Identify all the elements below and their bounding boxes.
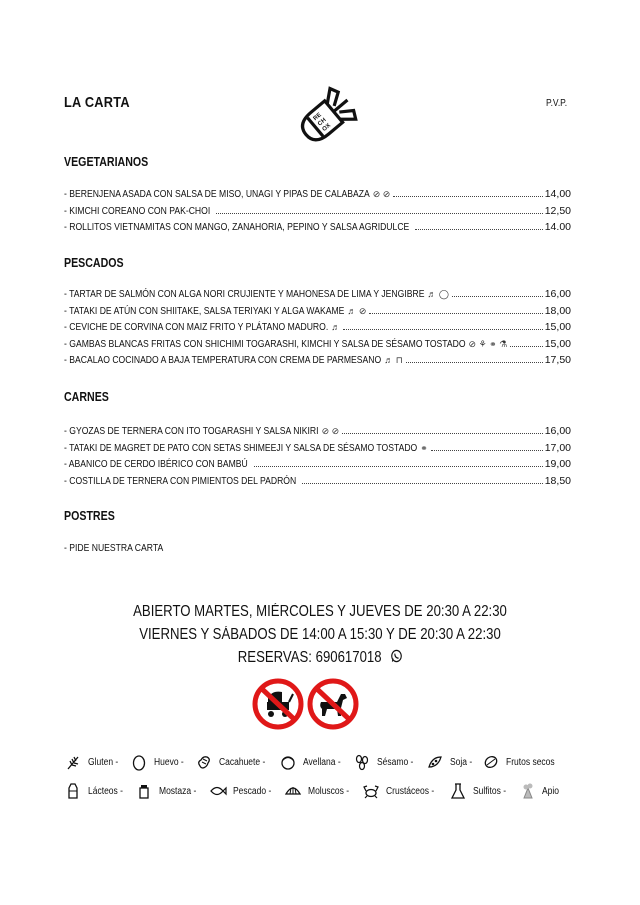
menu-item-list xyxy=(64,188,571,238)
dot-leader xyxy=(415,229,542,230)
allergen-label: Frutos secos xyxy=(506,756,555,768)
menu-item xyxy=(64,442,571,459)
allergen-label: Sulfitos - xyxy=(473,785,507,797)
menu-item-price: 15,00 xyxy=(544,337,571,350)
dot-leader xyxy=(216,213,542,214)
allergen-label: Sésamo - xyxy=(377,756,414,768)
allergen-label: Apio xyxy=(542,785,560,797)
menu-item-price: 18,50 xyxy=(544,474,571,487)
menu-item xyxy=(64,221,571,238)
allergen-legend-item xyxy=(426,753,476,771)
menu-item xyxy=(64,542,571,559)
menu-item xyxy=(64,305,571,322)
reservations-line xyxy=(48,649,592,672)
allergen-label: Moluscos - xyxy=(308,785,350,797)
section-title: CARNES xyxy=(64,390,109,404)
svg-text:OX: OX xyxy=(321,122,333,133)
bomb-logo-icon xyxy=(290,82,362,154)
menu-item-name: - CEVICHE DE CORVINA CON MAIZ FRITO Y PLÁTANO MADURO. xyxy=(64,321,329,333)
menu-item xyxy=(64,321,571,338)
prohibition-signs xyxy=(252,678,359,730)
hours-line-1: ABIERTO MARTES, MIÉRCOLES Y JUEVES DE 20:30 A 22:30 xyxy=(133,603,507,620)
menu-item-price: 18,00 xyxy=(544,304,571,317)
page-title: LA CARTA xyxy=(64,94,130,111)
allergen-legend-row-1 xyxy=(64,753,570,771)
menu-item-price: 17,00 xyxy=(544,441,571,454)
no-strollers-sign xyxy=(252,678,304,730)
peanut-icon xyxy=(195,753,213,771)
celery-icon xyxy=(518,782,536,800)
menu-item-name: - ABANICO DE CERDO IBÉRICO CON BAMBÚ xyxy=(64,458,248,470)
fish-icon xyxy=(209,782,227,800)
menu-item-price: 12,50 xyxy=(544,204,571,217)
menu-item-price: 19,00 xyxy=(544,458,571,470)
dot-leader xyxy=(431,450,543,451)
menu-item xyxy=(64,425,571,442)
menu-item xyxy=(64,205,571,222)
menu-item xyxy=(64,354,571,371)
svg-text:CH: CH xyxy=(317,117,328,128)
allergen-icons: ♬ xyxy=(331,322,341,332)
section-title: VEGETARIANOS xyxy=(64,155,149,169)
menu-item-name: - GAMBAS BLANCAS FRITAS CON SHICHIMI TOGARASHI, KIMCHI Y SALSA DE SÉSAMO TOSTADO xyxy=(64,337,466,350)
allergen-legend-item xyxy=(279,753,347,771)
allergen-label: Soja - xyxy=(450,756,473,768)
menu-item xyxy=(64,188,571,205)
allergen-legend-item xyxy=(64,753,124,771)
allergen-icons: ⊘ ⊘ xyxy=(372,189,391,199)
nut-icon xyxy=(482,753,500,771)
menu-item-list xyxy=(64,542,571,559)
dot-leader xyxy=(369,313,542,314)
mustard-icon xyxy=(135,782,153,800)
menu-item-name: - BERENJENA ASADA CON SALSA DE MISO, UNAGI Y PIPAS DE CALABAZA xyxy=(64,188,370,200)
reservations-text: RESERVAS: 690617018 xyxy=(237,649,382,666)
menu-item-price: 16,00 xyxy=(544,288,571,300)
allergen-icons: ⊘ ⊘ xyxy=(321,426,340,436)
allergen-icons: ♬ ◯ xyxy=(427,289,449,299)
dot-leader xyxy=(406,362,543,363)
egg-icon xyxy=(130,753,148,771)
mollusc-icon xyxy=(284,782,302,800)
whatsapp-icon xyxy=(390,649,402,663)
menu-item-list xyxy=(64,288,571,371)
sulphite-icon xyxy=(449,782,467,800)
sesame-icon xyxy=(353,753,371,771)
section-title: POSTRES xyxy=(64,509,115,523)
menu-item xyxy=(64,288,571,305)
menu-item-list xyxy=(64,425,571,491)
no-dogs-sign xyxy=(307,678,359,730)
crab-icon xyxy=(362,782,380,800)
allergen-label: Pescado - xyxy=(233,785,272,797)
allergen-legend-item xyxy=(353,753,420,771)
svg-text:RE: RE xyxy=(312,112,323,123)
allergen-label: Lácteos - xyxy=(88,785,123,797)
menu-item-name: - TARTAR DE SALMÓN CON ALGA NORI CRUJIENTE Y MAHONESA DE LIMA Y JENGIBRE xyxy=(64,288,425,300)
menu-item-price: 14.00 xyxy=(544,221,571,233)
opening-hours xyxy=(0,603,640,672)
allergen-label: Cacahuete - xyxy=(218,756,265,768)
menu-item-name: - TATAKI DE ATÚN CON SHIITAKE, SALSA TERIYAKI Y ALGA WAKAME xyxy=(64,304,345,317)
dot-leader xyxy=(393,196,542,197)
dot-leader xyxy=(343,329,542,330)
soy-icon xyxy=(426,753,444,771)
pvp-label: P.V.P. xyxy=(546,98,568,109)
menu-item-name: - COSTILLA DE TERNERA CON PIMIENTOS DEL PADRÓN xyxy=(64,474,297,487)
allergen-legend-item xyxy=(195,753,273,771)
hazelnut-icon xyxy=(279,753,297,771)
menu-item-name: - GYOZAS DE TERNERA CON ITO TOGARASHI Y SALSA NIKIRI xyxy=(64,425,319,437)
menu-item-name: - PIDE NUESTRA CARTA xyxy=(64,542,164,554)
allergen-legend-item xyxy=(518,782,562,800)
allergen-legend-item xyxy=(449,782,512,800)
menu-item-price: 14,00 xyxy=(544,188,571,200)
allergen-icons: ♬ ⊓ xyxy=(384,355,403,365)
wheat-icon xyxy=(64,753,82,771)
hours-line-2: VIERNES Y SÁBADOS DE 14:00 A 15:30 Y DE 20:30 A 22:30 xyxy=(139,626,501,643)
allergen-icons: ♬ ⊘ xyxy=(347,305,367,316)
menu-item-name: - ROLLITOS VIETNAMITAS CON MANGO, ZANAHORIA, PEPINO Y SALSA AGRIDULCE xyxy=(64,221,410,233)
section-title: PESCADOS xyxy=(64,256,124,270)
allergen-icons: ⊘ ⚘ ⚭ ⚗ xyxy=(468,338,508,349)
menu-item-price: 17,50 xyxy=(544,354,571,366)
menu-item xyxy=(64,458,571,475)
dot-leader xyxy=(510,346,542,347)
allergen-legend-item xyxy=(64,782,129,800)
menu-item-name: - BACALAO COCINADO A BAJA TEMPERATURA CON CREMA DE PARMESANO xyxy=(64,354,382,366)
dot-leader xyxy=(342,433,543,434)
menu-item-name: - KIMCHI COREANO CON PAK-CHOI xyxy=(64,204,211,217)
allergen-label: Mostaza - xyxy=(159,785,197,797)
allergen-legend-item xyxy=(362,782,443,800)
allergen-legend-item xyxy=(135,782,203,800)
allergen-legend-item xyxy=(130,753,189,771)
allergen-label: Gluten - xyxy=(88,756,119,768)
allergen-label: Avellana - xyxy=(303,756,341,768)
allergen-legend-item xyxy=(209,782,278,800)
allergen-legend-item xyxy=(284,782,356,800)
allergen-label: Crustáceos - xyxy=(386,785,435,797)
allergen-legend-row-2 xyxy=(64,782,568,800)
dot-leader xyxy=(254,466,543,467)
milk-icon xyxy=(64,782,82,800)
allergen-label: Huevo - xyxy=(153,756,184,768)
menu-item xyxy=(64,475,571,492)
dot-leader xyxy=(452,296,543,297)
menu-item-price: 16,00 xyxy=(544,425,571,437)
menu-item-name: - TATAKI DE MAGRET DE PATO CON SETAS SHIMEEJI Y SALSA DE SÉSAMO TOSTADO xyxy=(64,441,418,454)
allergen-legend-item xyxy=(482,753,563,771)
dot-leader xyxy=(302,483,542,484)
menu-item xyxy=(64,338,571,355)
allergen-icons: ⚭ xyxy=(420,442,428,453)
menu-item-price: 15,00 xyxy=(544,321,571,333)
